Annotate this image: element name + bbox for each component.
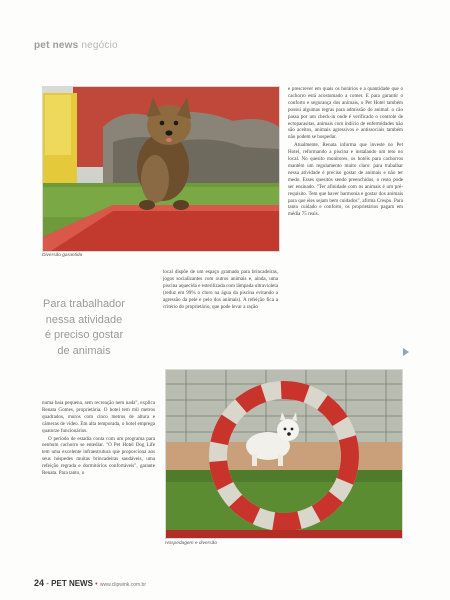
- paragraph: Atualmente, Renata informa que investe no Pet Hotel, reformando a piscina e instalando um teto no local. No quesito monitores, os hotéis para cachorros mantêm um regulamento muito claro: para trabalhar nessa atividade é preciso gostar de animais e não ter medo. Esses quesitos sendo preenchidos, o resto pode ser ensinado. "Ter afinidade com os animais é um pré-requisito. Tem que haver harmonia e gostar dos animais para que eles sejam bem cuidados", afirma Crespo. Para tanto cuidado e conforto, os proprietários pagam em média 75 reais.: [288, 142, 403, 218]
- page-number: 24: [34, 578, 45, 588]
- photo-caption-bottom: Hospedagem e diversão: [165, 541, 217, 546]
- section-brand: pet news: [34, 40, 79, 51]
- paragraph: numa baia pequena, sem recreação nem nada", explica Renata Gomes, proprietária. O hotel tem mil metros quadrados, muros com cinco metros de altura e câmeras de vídeo. Em alta temporada, o hotel emprega quatorze funcionários.: [42, 400, 155, 434]
- footer-dash: -: [46, 579, 49, 588]
- section-name: negócio: [81, 40, 118, 51]
- paragraph: e prescrever em quais os horários e a quantidade que o cachorro está acostumado a comer. E para garantir o conforto e segurança dos animais, o Pet Hotel também possui algumas regras para admissão do animal: o cão passa por um check-in onde é verificado o controle de ectoparasitas, animais com indício de enfermidades não são aceitos, animais agressivos e antissociais também não podem se hospedar.: [288, 86, 403, 141]
- article-column-middle: [163, 269, 278, 311]
- pull-quote: [34, 297, 134, 359]
- page-footer: [34, 578, 146, 588]
- footer-separator: •: [95, 581, 98, 588]
- yorkshire-terrier-illustration: [43, 87, 279, 251]
- paragraph: O período de estadia conta com um programa para nenhum cachorro se entediar. "O Pet Hotel Dog Life tem uma excelente infraestrutura que proporciona aos seus hóspedes muitas brincadeiras saudáveis, uma refeição regrada e dormitórios confortáveis", garante Renata. Para tanto, o: [42, 435, 155, 477]
- article-column-left: [42, 400, 155, 478]
- paragraph: local dispõe de um espaço gramado para brincadeiras, jogos socializantes com outros animais e, ainda, uma piscina aquecida e esterilizada com lâmpada ultravioleta (reduz em 99% o cloro na água da piscina evitando a agressão da pele e pelo dos animais). A refeição fica a critério do proprietário, que pode levar a ração: [163, 269, 278, 310]
- pull-quote-line: de animais: [57, 344, 111, 357]
- section-header: [34, 40, 118, 51]
- website-url: www.clipwink.com.br: [99, 582, 146, 588]
- pull-quote-line: é preciso gostar: [44, 329, 124, 341]
- westie-hoop-illustration: [166, 370, 402, 538]
- magazine-name: PET NEWS: [51, 579, 93, 588]
- continue-arrow-icon: [403, 348, 409, 356]
- article-column-right-top: [288, 86, 403, 219]
- pull-quote-line: nessa atividade: [45, 313, 123, 326]
- photo-yorkshire-terrier: [42, 86, 280, 252]
- pull-quote-line: Para trabalhador: [43, 298, 125, 310]
- photo-caption-top: Diversão garantida: [42, 253, 83, 258]
- photo-westie-hoop: [165, 369, 403, 539]
